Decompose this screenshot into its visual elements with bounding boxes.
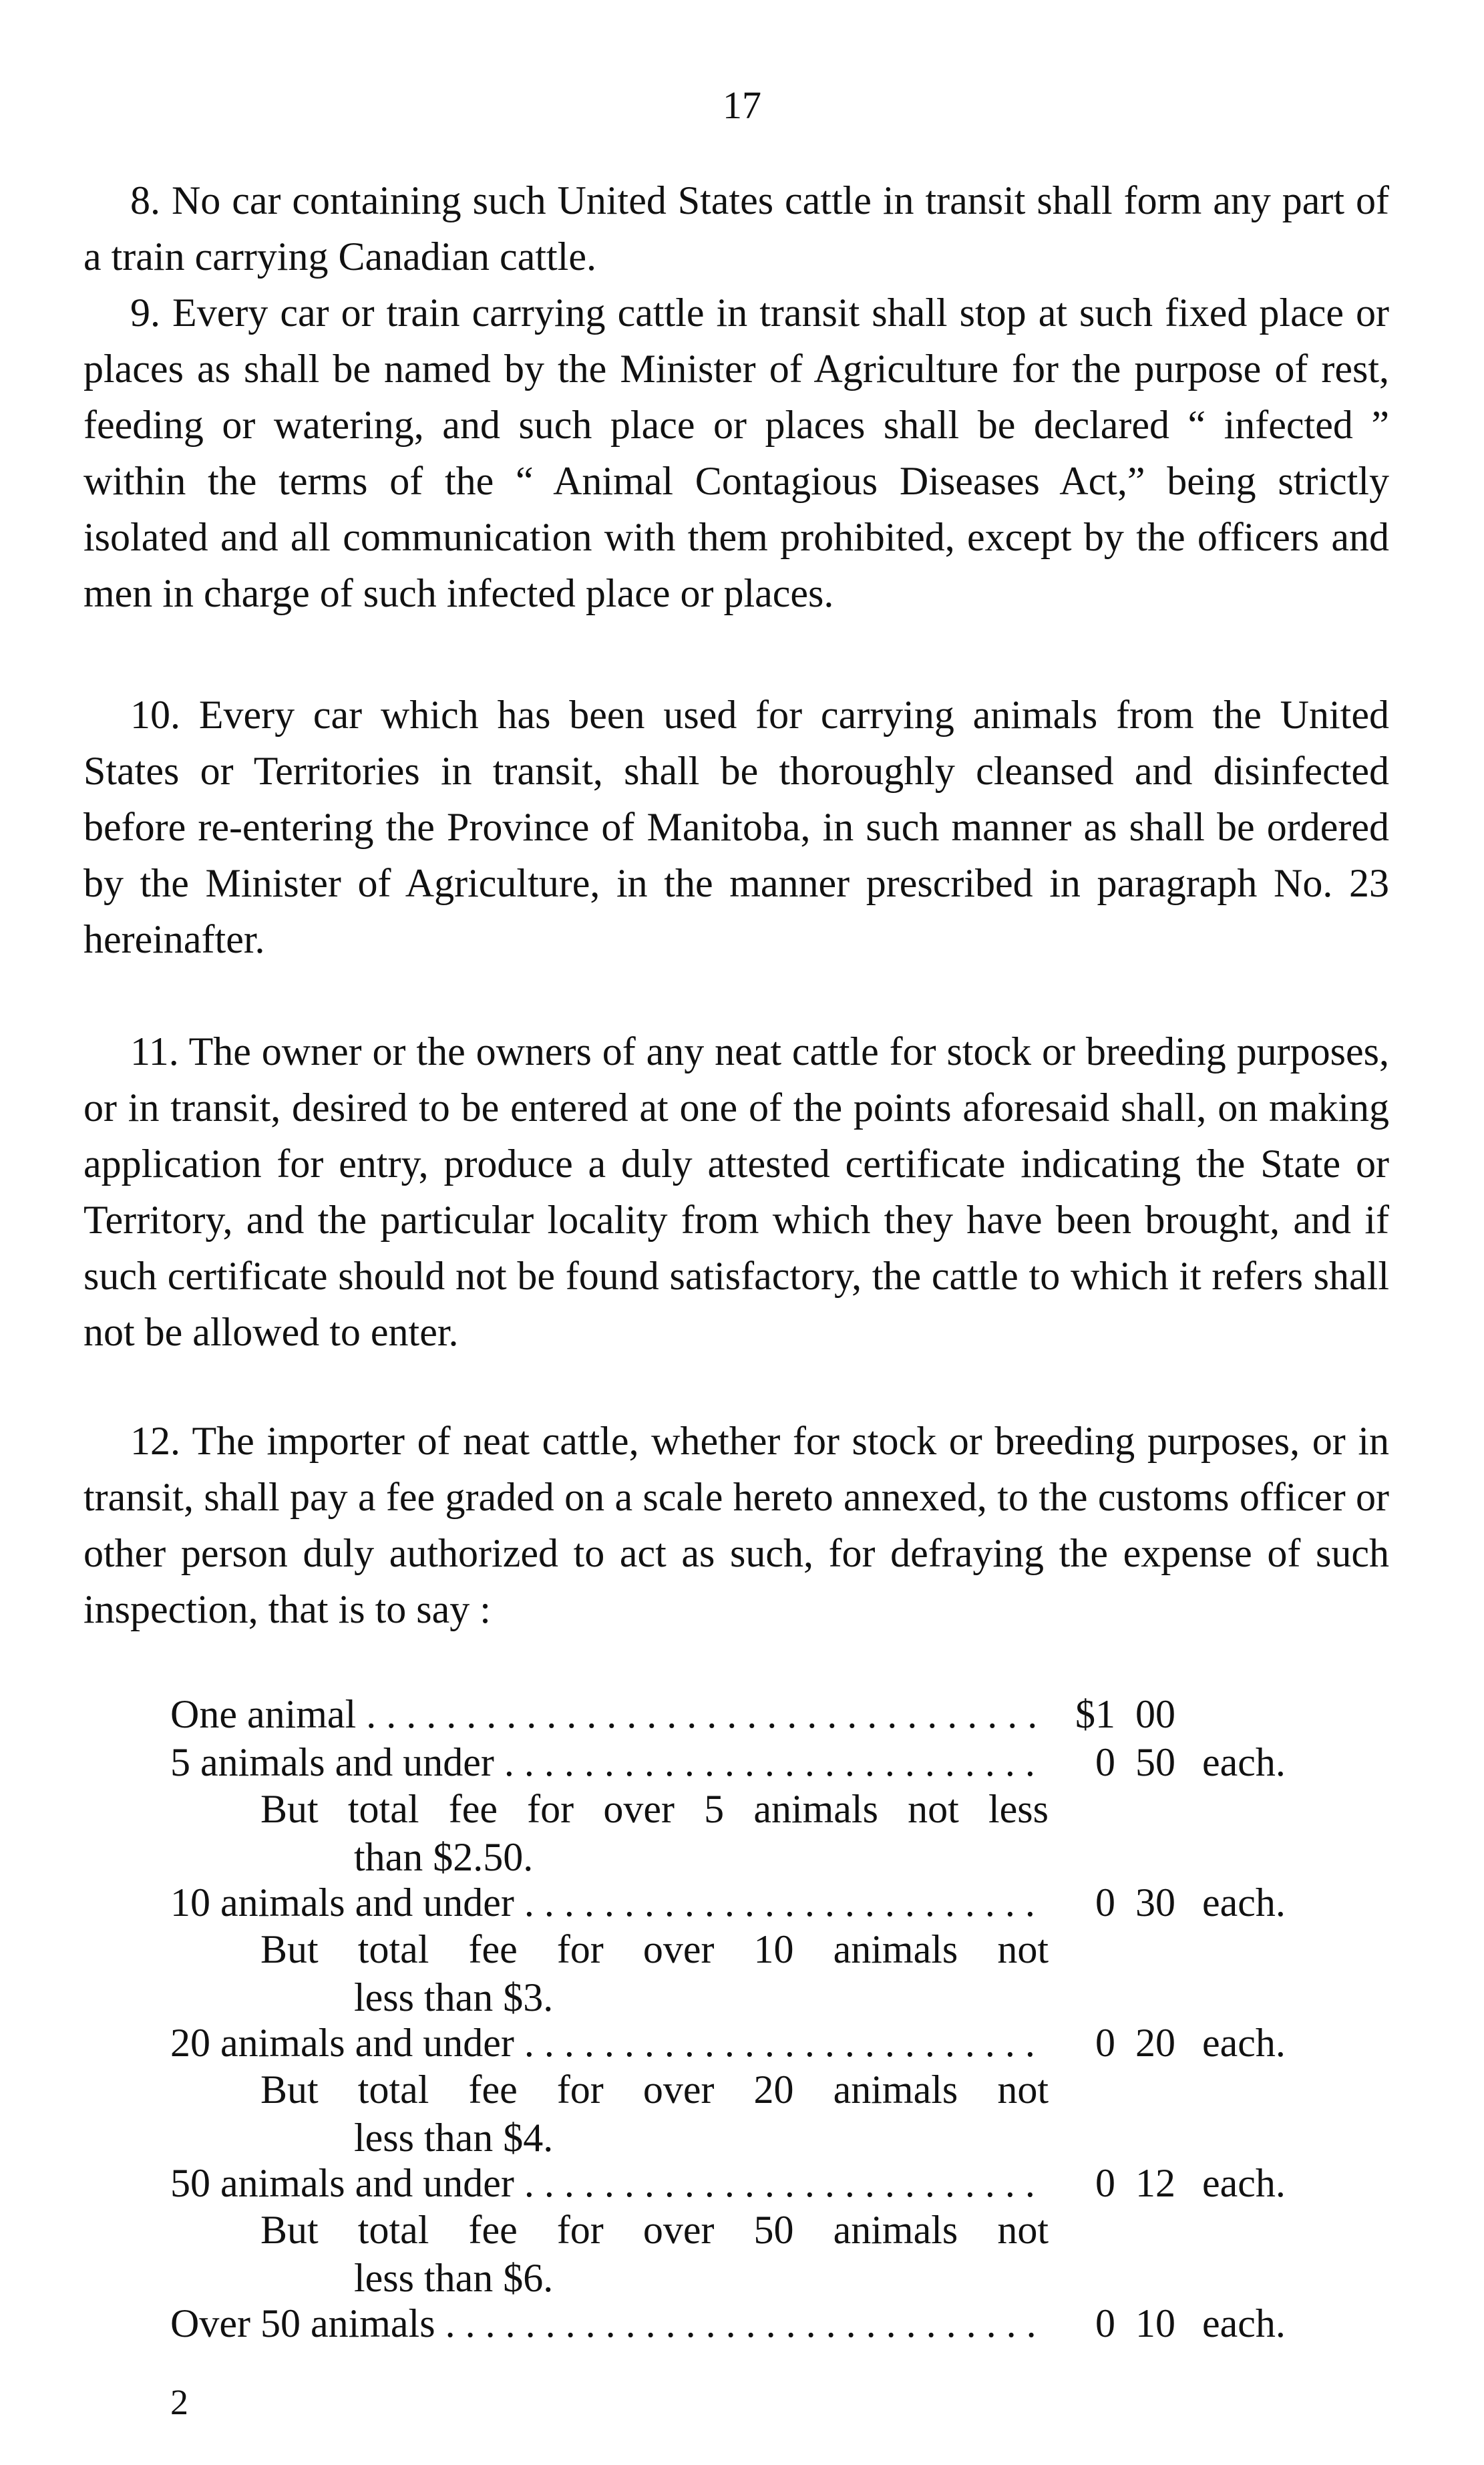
fee-unit: each. — [1202, 2161, 1286, 2205]
paragraph-11: 11. The owner or the owners of any neat cattle for stock or breeding purposes, or in transit, desired to be entered at one of the points aforesaid shall, on making application for entry, produce a duly attested certificate indicating the State or Territory, and the particular locality from which they have been brought, and if such certificate should not be found satisfactory, the cattle to which it refers shall not be allowed to enter. — [83, 1029, 1389, 1354]
fee-dollars: $1 — [1075, 1692, 1115, 1736]
fee-cents: 00 — [1135, 1692, 1175, 1736]
fee-dollars: 0 — [1095, 1740, 1115, 1784]
fee-row-label: 5 animals and under . . . — [170, 1736, 1042, 1789]
fee-note-line: But total fee for over 50 animals not — [260, 2208, 1049, 2252]
fee-dollars: 0 — [1095, 2021, 1115, 2065]
page-number: 17 — [723, 84, 761, 127]
paragraph-10: 10. Every car which has been used for carrying animals from the United States or Territories in transit, shall be thoroughly cleansed and disinfected before re-entering the Province of Manitoba, in such manner as shall be ordered by the Minister of Agriculture, in the manner prescribed in paragraph No. 23 hereinafter. — [83, 693, 1389, 961]
fee-row-over-50-animals — [0, 2297, 1484, 2350]
fee-cents: 20 — [1135, 2021, 1175, 2065]
fee-row-label: 10 animals and under . . . — [170, 1876, 1042, 1929]
fee-unit: each. — [1202, 2021, 1286, 2065]
fee-row-50-animals — [0, 2156, 1484, 2210]
fee-note-line: less than $6. — [354, 2256, 554, 2300]
fee-note-line: But total fee for over 5 animals not less — [260, 1787, 1049, 1831]
fee-dollars: 0 — [1095, 2161, 1115, 2205]
fee-row-label: 20 animals and under . . . — [170, 2016, 1042, 2070]
fee-note-line: than $2.50. — [354, 1835, 534, 1879]
fee-row-label: Over 50 animals . . . — [170, 2297, 1042, 2350]
paragraph-12: 12. The importer of neat cattle, whether for stock or breeding purposes, or in transit, shall pay a fee graded on a scale hereto annexed, to the customs officer or other person duly authorized to act as such, for defraying the expense of such inspection, that is to say : — [83, 1419, 1389, 1631]
fee-dollars: 0 — [1095, 2301, 1115, 2345]
fee-unit: each. — [1202, 2301, 1286, 2345]
fee-cents: 30 — [1135, 1880, 1175, 1925]
fee-note-line: But total fee for over 10 animals not — [260, 1927, 1049, 1971]
fee-schedule — [0, 1687, 1484, 2355]
fee-row-5-animals — [0, 1736, 1484, 1789]
paragraph-9: 9. Every car or train carrying cattle in transit shall stop at such fixed place or places as shall be named by the Minister of Agriculture for the purpose of rest, feeding or watering, and such place or places shall be declared “ infected ” within the terms of the “ Animal Contagious Diseases Act,” being strictly isolated and all communication with them prohibited, except by the officers and men in charge of such infected place or places. — [83, 291, 1389, 615]
paragraph-8: 8. No car containing such United States cattle in transit shall form any part of a train carrying Canadian cattle. — [83, 178, 1389, 279]
fee-note-line: But total fee for over 20 animals not — [260, 2068, 1049, 2112]
fee-note-line: less than $4. — [354, 2116, 554, 2160]
fee-row-10-animals — [0, 1876, 1484, 1929]
fee-unit: each. — [1202, 1880, 1286, 1925]
fee-row-20-animals — [0, 2016, 1484, 2070]
fee-row-label: 50 animals and under . . . — [170, 2156, 1042, 2210]
signature-mark: 2 — [170, 2382, 188, 2422]
fee-dollars: 0 — [1095, 1880, 1115, 1925]
fee-unit: each. — [1202, 1740, 1286, 1784]
fee-cents: 12 — [1135, 2161, 1175, 2205]
fee-cents: 10 — [1135, 2301, 1175, 2345]
fee-row-one-animal — [0, 1687, 1484, 1741]
fee-cents: 50 — [1135, 1740, 1175, 1784]
fee-row-label: One animal . . . — [170, 1687, 1042, 1741]
fee-note-line: less than $3. — [354, 1975, 554, 2019]
